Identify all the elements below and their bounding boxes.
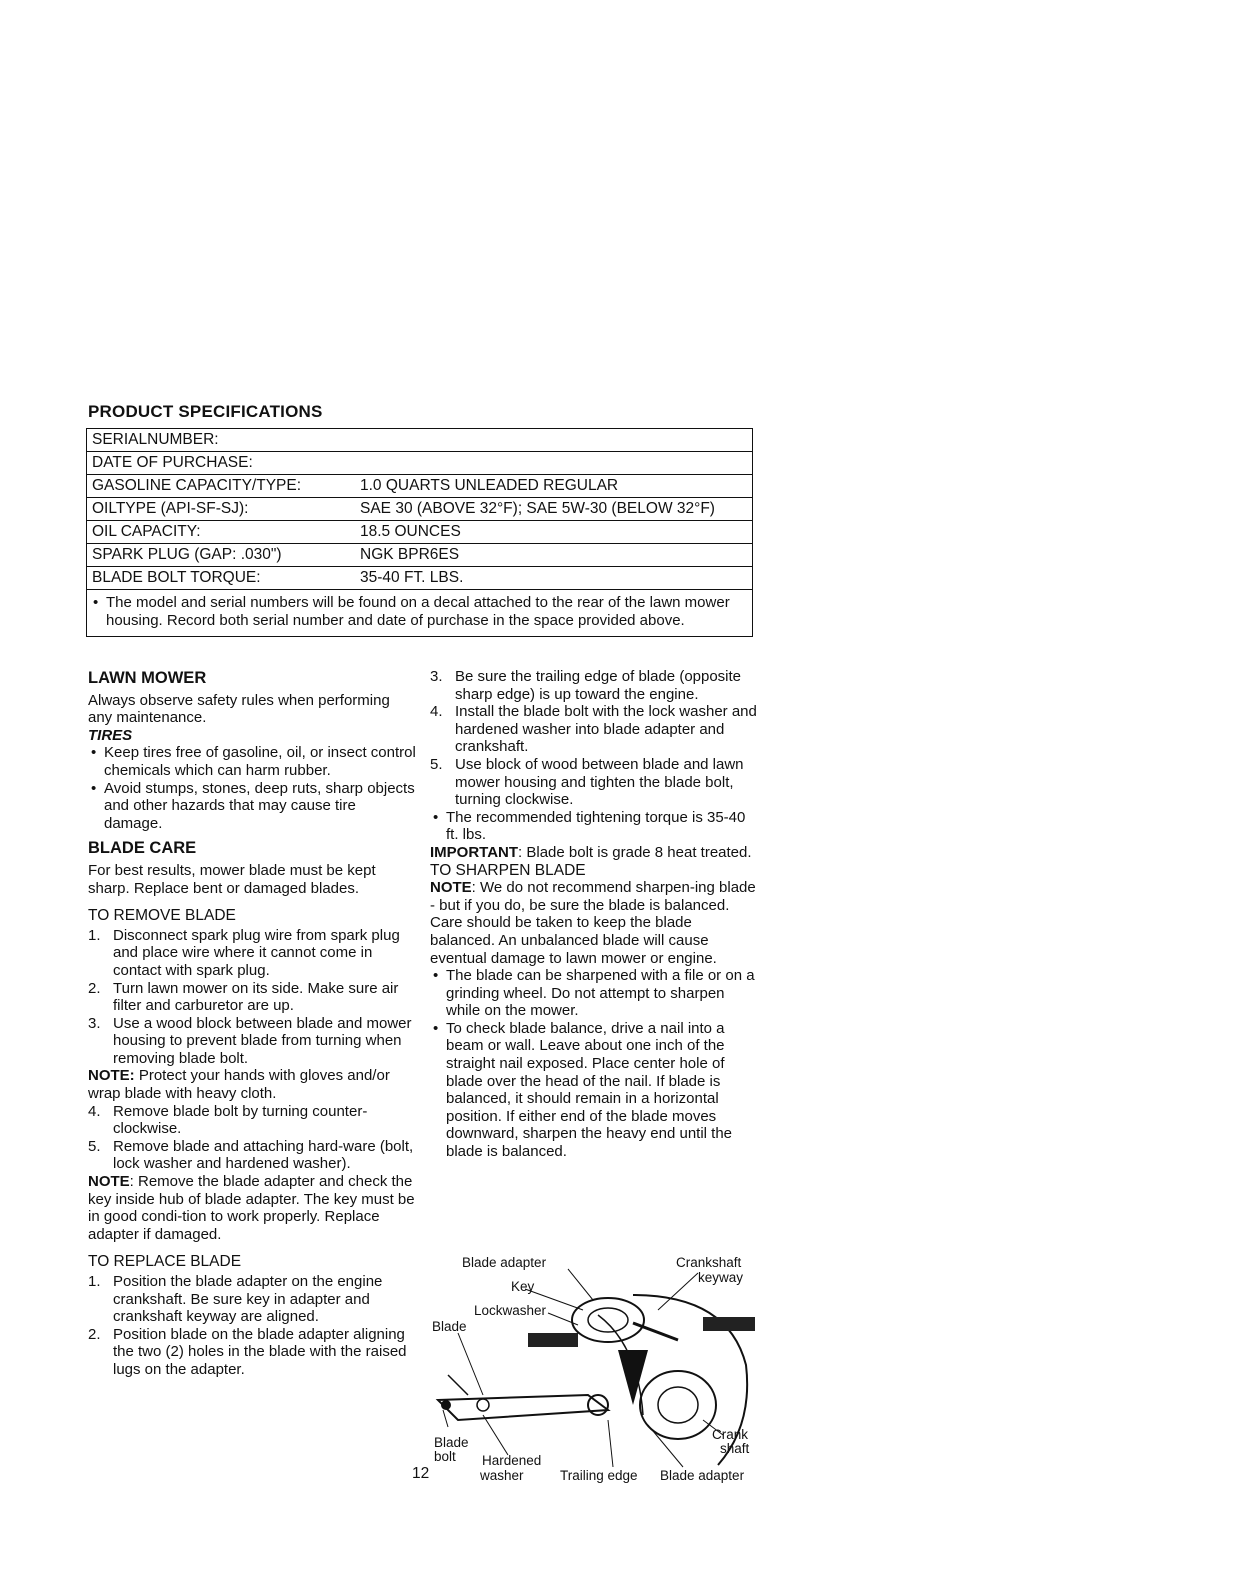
blade-assembly-drawing bbox=[428, 1255, 758, 1487]
important-text: : Blade bolt is grade 8 heat treated. bbox=[518, 843, 752, 861]
note-adapter bbox=[88, 1173, 418, 1243]
list-item bbox=[430, 756, 760, 809]
list-item-text: Use a wood block between blade and mower housing to prevent blade from turning when removing blade bolt. bbox=[113, 1014, 412, 1067]
spec-row-date bbox=[87, 452, 752, 475]
replace-steps-continued bbox=[430, 668, 760, 809]
spec-label: BLADE BOLT TORQUE: bbox=[92, 569, 261, 586]
page-number: 12 bbox=[412, 1465, 430, 1482]
list-item bbox=[88, 1103, 418, 1138]
spec-value: 18.5 OUNCES bbox=[360, 523, 461, 540]
left-column bbox=[88, 670, 418, 1379]
list-item-text: Keep tires free of gasoline, oil, or insect control chemicals which can harm rubber. bbox=[104, 744, 416, 779]
spec-row-serial bbox=[87, 429, 752, 452]
note-text: : Remove the blade adapter and check the key inside hub of blade adapter. The key must be in good condi-tion to work properly. Replace adapter if damaged. bbox=[88, 1173, 415, 1243]
list-item-text: Be sure the trailing edge of blade (opposite sharp edge) is up toward the engine. bbox=[455, 668, 742, 703]
label-blade-adapter-bottom: Blade adapter bbox=[660, 1468, 745, 1483]
note-lead: NOTE bbox=[430, 879, 472, 897]
label-hardened: Hardened bbox=[482, 1453, 542, 1468]
spec-label: OIL CAPACITY: bbox=[92, 523, 201, 540]
step-number: 5. bbox=[88, 1137, 101, 1155]
remove-steps-list-2 bbox=[88, 1103, 418, 1173]
bullet-icon: • bbox=[91, 779, 97, 797]
spec-row-oil-type bbox=[87, 498, 752, 521]
spec-row-gasoline bbox=[87, 475, 752, 498]
spec-label: DATE OF PURCHASE: bbox=[92, 454, 253, 471]
label-blade-adapter-top: Blade adapter bbox=[462, 1255, 547, 1270]
step-number: 1. bbox=[88, 1273, 101, 1290]
spec-label: SERIALNUMBER: bbox=[92, 431, 219, 448]
list-item bbox=[88, 1015, 418, 1068]
bullet-icon: • bbox=[433, 967, 439, 985]
remove-steps-list bbox=[88, 927, 418, 1068]
list-item bbox=[430, 1020, 760, 1161]
list-item bbox=[88, 1326, 418, 1379]
label-lockwasher: Lockwasher bbox=[474, 1303, 547, 1318]
step-number: 3. bbox=[88, 1014, 101, 1032]
list-item-text: Turn lawn mower on its side. Make sure air filter and carburetor are up. bbox=[113, 979, 399, 1015]
bullet-icon: • bbox=[433, 1019, 439, 1037]
important-lead: IMPORTANT bbox=[430, 843, 519, 861]
list-item-text: Position blade on the blade adapter aligning the two (2) holes in the blade with the raised lugs on the adapter. bbox=[113, 1325, 407, 1378]
list-item bbox=[88, 744, 418, 779]
note-text: : We do not recommend sharpen-ing blade - but if you do, be sure the blade is balanced. bbox=[430, 879, 756, 914]
sharpen-blade-heading: TO SHARPEN BLADE bbox=[430, 861, 586, 879]
step-number: 4. bbox=[88, 1102, 101, 1120]
list-item-text: The blade can be sharpened with a file or on a grinding wheel. Do not attempt to sharpen while on the mower. bbox=[446, 967, 755, 1020]
tires-list bbox=[88, 744, 418, 832]
blade-assembly-figure bbox=[428, 1255, 758, 1487]
spec-value: 35-40 FT. LBS. bbox=[360, 569, 464, 586]
list-item-text: The recommended tightening torque is 35-40 ft. lbs. bbox=[446, 808, 746, 844]
bullet-icon: • bbox=[93, 594, 99, 611]
list-item-text: Remove blade and attaching hard-ware (bolt, lock washer and hardened washer). bbox=[113, 1137, 414, 1173]
list-item-text: Disconnect spark plug wire from spark plug and place wire where it cannot come in contact with spark plug. bbox=[113, 926, 400, 979]
list-item bbox=[88, 1138, 418, 1173]
label-blade: Blade bbox=[432, 1319, 467, 1334]
important-note bbox=[430, 844, 760, 862]
list-item bbox=[88, 980, 418, 1015]
spec-label: SPARK PLUG (GAP: .030") bbox=[92, 546, 282, 563]
label-shaft: shaft bbox=[720, 1441, 750, 1456]
label-washer: washer bbox=[480, 1468, 524, 1483]
note-text: Protect your hands with gloves and/or wrap blade with heavy cloth. bbox=[88, 1067, 390, 1103]
list-item-text: Use block of wood between blade and lawn mower housing and tighten the blade bolt, turning clockwise. bbox=[455, 755, 744, 809]
list-item-text: Remove blade bolt by turning counter-clockwise. bbox=[113, 1102, 368, 1138]
bullet-icon: • bbox=[433, 808, 439, 826]
spec-row-blade-torque bbox=[87, 567, 752, 590]
spec-value: NGK BPR6ES bbox=[360, 546, 460, 563]
list-item-text: Position the blade adapter on the engine crankshaft. Be sure key in adapter and crankshaft keyway are aligned. bbox=[113, 1273, 383, 1326]
note-sharpen bbox=[430, 879, 760, 914]
step-number: 1. bbox=[88, 926, 101, 944]
list-item bbox=[430, 668, 760, 703]
label-key: Key bbox=[511, 1279, 535, 1294]
label-blade-bolt-2: bolt bbox=[434, 1449, 456, 1464]
step-number: 3. bbox=[430, 668, 443, 685]
lawn-mower-intro: Always observe safety rules when performing any maintenance. bbox=[88, 691, 390, 727]
spec-label: OILTYPE (API-SF-SJ): bbox=[92, 500, 249, 517]
spec-table bbox=[86, 428, 753, 637]
list-item bbox=[88, 1273, 418, 1326]
step-number: 2. bbox=[88, 1325, 101, 1343]
remove-blade-heading: TO REMOVE BLADE bbox=[88, 907, 236, 925]
care-text: Care should be taken to keep the blade balanced. An unbalanced blade will cause eventual damage to lawn mower or engine. bbox=[430, 914, 717, 967]
bullet-icon: • bbox=[91, 744, 97, 762]
label-blade-bolt-1: Blade bbox=[434, 1435, 469, 1450]
note-gloves bbox=[88, 1067, 418, 1102]
replace-steps-list bbox=[88, 1273, 418, 1379]
spec-note bbox=[87, 590, 752, 636]
tires-heading: TIRES bbox=[88, 726, 133, 744]
spec-label: GASOLINE CAPACITY/TYPE: bbox=[92, 477, 302, 494]
step-number: 4. bbox=[430, 703, 443, 721]
list-item-text: Avoid stumps, stones, deep ruts, sharp objects and other hazards that may cause tire damage. bbox=[104, 779, 415, 832]
spec-note-text: The model and serial numbers will be found on a decal attached to the rear of the lawn mower housing. Record both serial number and date of purchase in the space provided above. bbox=[106, 594, 730, 629]
replace-blade-heading: TO REPLACE BLADE bbox=[88, 1253, 242, 1271]
list-item bbox=[430, 809, 760, 844]
step-number: 5. bbox=[430, 755, 443, 773]
list-item bbox=[88, 780, 418, 833]
list-item-text: To check blade balance, drive a nail into a beam or wall. Leave about one inch of the straight nail exposed. Place center hole of blade over the head of the nail. If blade is balanced, it should remain in a horizontal position. If either end of the blade moves downward, sharpen the heavy end until the blade is balanced. bbox=[446, 1019, 733, 1161]
spec-title: PRODUCT SPECIFICATIONS bbox=[88, 402, 323, 421]
note-lead: NOTE: bbox=[88, 1067, 135, 1085]
list-item bbox=[430, 703, 760, 756]
lawn-mower-heading: LAWN MOWER bbox=[88, 669, 207, 687]
blade-care-intro: For best results, mower blade must be kept sharp. Replace bent or damaged blades. bbox=[88, 861, 376, 897]
label-crankshaft: Crankshaft bbox=[676, 1255, 742, 1270]
sharpen-list bbox=[430, 967, 760, 1161]
spec-value: 1.0 QUARTS UNLEADED REGULAR bbox=[360, 477, 619, 494]
list-item bbox=[430, 967, 760, 1020]
blade-care-heading: BLADE CARE bbox=[88, 839, 197, 858]
label-keyway: keyway bbox=[698, 1270, 744, 1285]
spec-row-spark-plug bbox=[87, 544, 752, 567]
spec-row-oil-capacity bbox=[87, 521, 752, 544]
label-trailing-edge: Trailing edge bbox=[560, 1468, 638, 1483]
spec-value: SAE 30 (ABOVE 32°F); SAE 5W-30 (BELOW 32°F) bbox=[360, 500, 715, 517]
label-crank: Crank bbox=[712, 1427, 749, 1442]
note-lead: NOTE bbox=[88, 1173, 130, 1191]
step-number: 2. bbox=[88, 979, 101, 997]
list-item bbox=[88, 927, 418, 980]
list-item-text: Install the blade bolt with the lock washer and hardened washer into blade adapter and crankshaft. bbox=[455, 703, 757, 756]
right-column bbox=[430, 668, 760, 1161]
torque-list bbox=[430, 809, 760, 844]
